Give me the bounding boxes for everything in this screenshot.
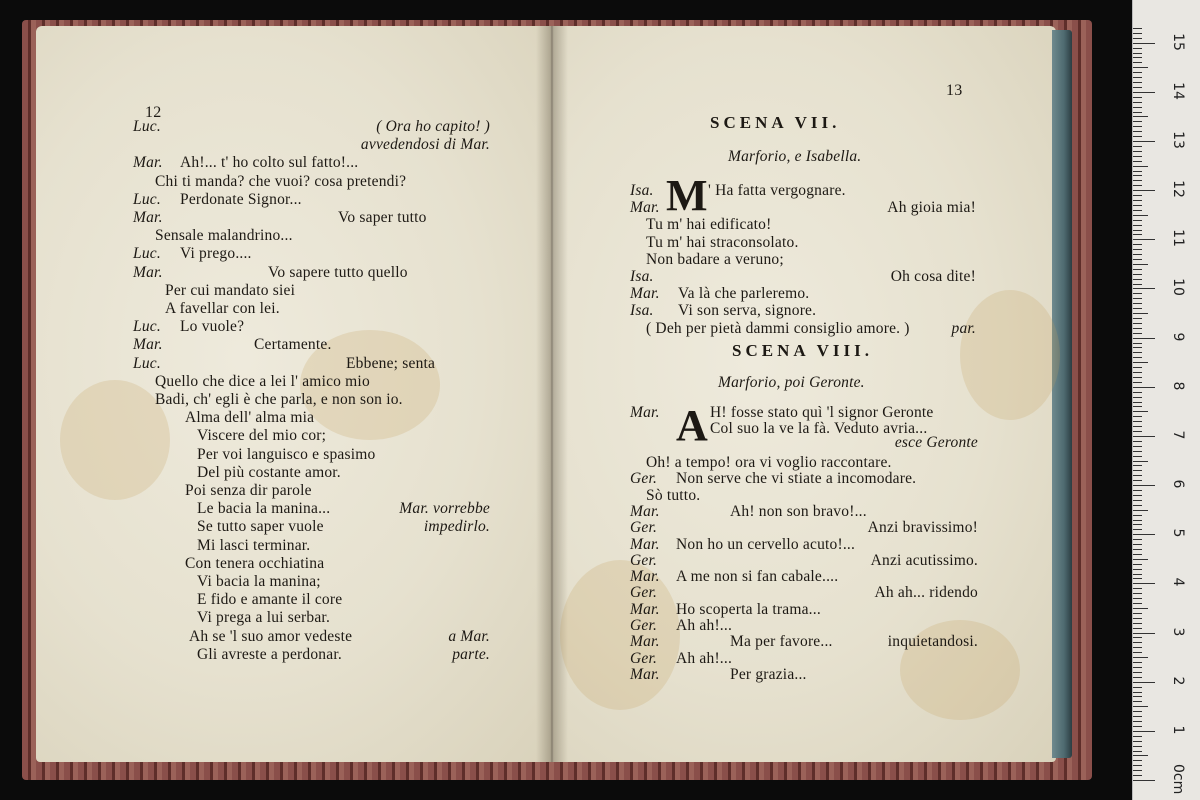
verse-line: Del più costante amor.	[197, 463, 341, 481]
ruler-tick	[1133, 377, 1142, 378]
stain	[60, 380, 170, 500]
ruler-tick	[1133, 387, 1155, 388]
ruler-tick	[1133, 721, 1142, 722]
verse-line: Certamente.	[254, 336, 332, 354]
ruler-tick	[1133, 77, 1142, 78]
verse-line: Oh cosa dite!	[890, 268, 976, 285]
speaker-label: Mar.	[630, 665, 660, 683]
ruler-label: 10	[1170, 278, 1186, 297]
ruler-tick	[1133, 190, 1155, 191]
stage-direction: esce Geronte	[894, 434, 978, 451]
ruler-tick	[1133, 736, 1142, 737]
ruler-tick	[1133, 559, 1148, 560]
ruler-tick	[1133, 367, 1142, 368]
ruler-tick	[1133, 53, 1142, 54]
ruler-tick	[1133, 461, 1148, 462]
ruler-tick	[1133, 431, 1142, 432]
ruler-tick	[1133, 234, 1142, 235]
ruler-tick	[1133, 259, 1142, 260]
ruler-tick	[1133, 416, 1142, 417]
speaker-label: Mar.	[630, 633, 660, 651]
ruler-tick	[1133, 780, 1155, 781]
speaker-label: Luc.	[133, 354, 161, 372]
ruler-label: 0cm	[1170, 764, 1186, 795]
ruler-tick	[1133, 677, 1142, 678]
verse-line: Sò tutto.	[646, 486, 701, 504]
speaker-label: Ger.	[630, 519, 658, 537]
scene-heading: SCENA VIII.	[732, 341, 874, 360]
ruler-tick	[1133, 357, 1142, 358]
ruler-tick	[1133, 633, 1155, 634]
measuring-ruler	[1132, 0, 1200, 800]
ruler-tick	[1133, 215, 1148, 216]
speaker-label: Ger.	[630, 649, 658, 667]
ruler-tick	[1133, 637, 1142, 638]
stage-direction: ( Ora ho capito! )	[376, 118, 490, 135]
ruler-tick	[1133, 298, 1142, 299]
ruler-tick	[1133, 760, 1142, 761]
ruler-tick	[1133, 765, 1142, 766]
ruler-tick	[1133, 446, 1142, 447]
ruler-tick	[1133, 347, 1142, 348]
speaker-label: Ger.	[630, 617, 658, 634]
scene-heading: SCENA VII.	[710, 113, 841, 132]
verse-line: Tu m' hai edificato!	[646, 216, 772, 234]
verse-line: Ah ah!...	[676, 649, 733, 667]
ruler-tick	[1133, 269, 1142, 270]
ruler-tick	[1133, 411, 1148, 412]
verse-line: Lo vuole?	[180, 318, 245, 336]
ruler-tick	[1133, 692, 1142, 693]
speaker-label: Isa.	[630, 268, 654, 285]
stage-direction: impedirlo.	[423, 518, 490, 536]
verse-line: Se tutto saper vuole	[197, 518, 324, 536]
verse-line: Va là che parleremo.	[678, 285, 810, 303]
ruler-tick	[1133, 421, 1142, 422]
ruler-tick	[1133, 706, 1148, 707]
verse-line: Perdonate Signor...	[180, 190, 302, 208]
verse-line: Non ho un cervello acuto!...	[676, 535, 856, 553]
speaker-label: Mar.	[630, 285, 660, 303]
ruler-tick	[1133, 57, 1142, 58]
stage-direction: avvedendosi di Mar.	[360, 136, 490, 154]
ruler-tick	[1133, 166, 1148, 167]
speaker-label: Mar.	[630, 535, 660, 553]
ruler-label: 2	[1170, 676, 1186, 686]
verse-line: Mi lasci terminar.	[197, 536, 311, 554]
ruler-tick	[1133, 382, 1142, 383]
ruler-tick	[1133, 623, 1142, 624]
ruler-label: 5	[1170, 528, 1186, 538]
speaker-label: Isa.	[630, 302, 654, 320]
speaker-label: Ger.	[630, 584, 658, 602]
ruler-tick	[1133, 293, 1142, 294]
ruler-tick	[1133, 230, 1142, 231]
ruler-tick	[1133, 397, 1142, 398]
ruler-tick	[1133, 593, 1142, 594]
ruler-tick	[1133, 746, 1142, 747]
ruler-tick	[1133, 112, 1142, 113]
verse-line: Con tenera occhiatina	[185, 554, 325, 572]
verse-line: Chi ti manda? che vuoi? cosa pretendi?	[155, 172, 407, 190]
ruler-tick	[1133, 534, 1155, 535]
ruler-tick	[1133, 264, 1148, 265]
ruler-tick	[1133, 38, 1142, 39]
verse-line: Vo sapere tutto quello	[268, 263, 408, 281]
ruler-tick	[1133, 279, 1142, 280]
ruler-tick	[1133, 121, 1142, 122]
ruler-tick	[1133, 569, 1142, 570]
ruler-tick	[1133, 696, 1142, 697]
ruler-tick	[1133, 156, 1142, 157]
ruler-tick	[1133, 254, 1142, 255]
ruler-tick	[1133, 116, 1148, 117]
ruler-tick	[1133, 200, 1142, 201]
ruler-tick	[1133, 480, 1142, 481]
speaker-label: Isa.	[630, 182, 654, 199]
verse-line: Vi bacia la manina;	[197, 573, 321, 590]
ruler-tick	[1133, 578, 1142, 579]
scene-cast: Marforio, e Isabella.	[728, 148, 862, 165]
verse-line: E fido e amante il core	[197, 591, 343, 609]
speaker-label: Mar.	[630, 502, 660, 520]
verse-line: ' Ha fatta vergognare.	[708, 182, 846, 199]
ruler-tick	[1133, 465, 1142, 466]
stage-direction: Mar. vorrebbe	[399, 500, 490, 518]
ruler-tick	[1133, 662, 1142, 663]
ruler-tick	[1133, 328, 1142, 329]
ruler-label: 1	[1170, 725, 1186, 735]
ruler-tick	[1133, 62, 1142, 63]
speaker-label: Mar.	[630, 600, 660, 618]
speaker-label: Mar.	[133, 209, 163, 226]
scene-cast: Marforio, poi Geronte.	[718, 374, 865, 391]
drop-cap: M	[666, 171, 708, 220]
ruler-tick	[1133, 657, 1148, 658]
verse-line: Ah! non son bravo!...	[730, 502, 867, 520]
ruler-tick	[1133, 505, 1142, 506]
ruler-tick	[1133, 485, 1155, 486]
ruler-tick	[1133, 205, 1142, 206]
ruler-tick	[1133, 67, 1148, 68]
ruler-tick	[1133, 726, 1142, 727]
ruler-tick	[1133, 529, 1142, 530]
ruler-tick	[1133, 539, 1142, 540]
ruler-label: 15	[1170, 32, 1186, 51]
ruler-tick	[1133, 456, 1142, 457]
ruler-tick	[1133, 239, 1155, 240]
ruler-tick	[1133, 372, 1142, 373]
ruler-tick	[1133, 171, 1142, 172]
ruler-tick	[1133, 574, 1142, 575]
ruler-tick	[1133, 146, 1142, 147]
verse-line: Le bacia la manina...	[197, 500, 331, 518]
verse-line: Ah gioia mia!	[887, 199, 976, 217]
verse-line: Badi, ch' egli è che parla, e non son io.	[155, 391, 403, 408]
verse-line: H! fosse stato quì 'l signor Geronte	[710, 404, 934, 421]
ruler-tick	[1133, 770, 1142, 771]
ruler-tick	[1133, 318, 1142, 319]
ruler-tick	[1133, 642, 1142, 643]
ruler-label: 14	[1170, 81, 1186, 100]
ruler-tick	[1133, 308, 1142, 309]
verse-line: Per grazia...	[730, 665, 807, 683]
stain	[960, 290, 1060, 420]
ruler-tick	[1133, 333, 1142, 334]
ruler-tick	[1133, 549, 1142, 550]
ruler-label: 12	[1170, 180, 1186, 199]
ruler-tick	[1133, 510, 1148, 511]
ruler-tick	[1133, 303, 1142, 304]
ruler-tick	[1133, 711, 1142, 712]
ruler-tick	[1133, 343, 1142, 344]
stage-direction: inquietandosi.	[887, 633, 978, 651]
ruler-tick	[1133, 87, 1142, 88]
speaker-label: Luc.	[133, 318, 161, 336]
verse-line: Ah!... t' ho colto sul fatto!...	[180, 154, 359, 172]
ruler-tick	[1133, 406, 1142, 407]
ruler-label: 3	[1170, 627, 1186, 636]
ruler-tick	[1133, 131, 1142, 132]
ruler-tick	[1133, 102, 1142, 103]
verse-line: Per cui mandato siei	[165, 281, 296, 299]
ruler-tick	[1133, 701, 1142, 702]
ruler-tick	[1133, 500, 1142, 501]
ruler-tick	[1133, 92, 1155, 93]
ruler-tick	[1133, 161, 1142, 162]
page-edges	[1052, 30, 1072, 758]
ruler-tick	[1133, 107, 1142, 108]
verse-line: Ma per favore...	[730, 633, 833, 651]
ruler-tick	[1133, 33, 1142, 34]
ruler-tick	[1133, 490, 1142, 491]
ruler-tick	[1133, 185, 1142, 186]
verse-line: Oh! a tempo! ora vi voglio raccontare.	[646, 454, 892, 471]
ruler-label: 4	[1170, 577, 1186, 587]
ruler-tick	[1133, 652, 1142, 653]
verse-line: Viscere del mio cor;	[197, 427, 327, 445]
ruler-tick	[1133, 180, 1142, 181]
verse-line: Ho scoperta la trama...	[676, 600, 821, 618]
speaker-label: Ger.	[630, 470, 658, 488]
speaker-label: Mar.	[133, 263, 163, 281]
ruler-tick	[1133, 323, 1142, 324]
verse-line: Vi prego....	[180, 245, 252, 263]
ruler-tick	[1133, 43, 1155, 44]
ruler-tick	[1133, 628, 1142, 629]
ruler-tick	[1133, 682, 1155, 683]
ruler-label: 9	[1170, 332, 1186, 342]
ruler-tick	[1133, 613, 1142, 614]
speaker-label: Mar.	[133, 154, 163, 172]
speaker-label: Mar.	[133, 336, 163, 354]
ruler-tick	[1133, 288, 1155, 289]
ruler-tick	[1133, 564, 1142, 565]
verse-line: Vi prega a lui serbar.	[197, 609, 331, 627]
page-number: 13	[946, 82, 963, 99]
ruler-tick	[1133, 210, 1142, 211]
ruler-tick	[1133, 352, 1142, 353]
verse-line: ( Deh per pietà dammi consiglio amore. )	[646, 319, 910, 337]
ruler-tick	[1133, 97, 1142, 98]
ruler-tick	[1133, 195, 1142, 196]
ruler-tick	[1133, 436, 1155, 437]
page-number: 12	[145, 104, 162, 121]
verse-line: Ah se 'l suo amor vedeste	[189, 627, 353, 645]
ruler-tick	[1133, 554, 1142, 555]
speaker-label: Luc.	[133, 245, 161, 263]
ruler-tick	[1133, 274, 1142, 275]
stage-direction: par.	[951, 319, 976, 337]
ruler-tick	[1133, 426, 1142, 427]
verse-line: Non serve che vi stiate a incomodare.	[676, 470, 917, 488]
ruler-tick	[1133, 608, 1148, 609]
ruler-tick	[1133, 151, 1142, 152]
ruler-tick	[1133, 667, 1142, 668]
verse-line: Gli avreste a perdonar.	[197, 645, 342, 663]
ruler-tick	[1133, 751, 1142, 752]
verse-line: Ebbene; senta	[346, 354, 436, 372]
verse-line: Ah ah!...	[676, 617, 733, 634]
ruler-tick	[1133, 451, 1142, 452]
ruler-tick	[1133, 603, 1142, 604]
ruler-label: 11	[1170, 229, 1186, 248]
verse-line: Vi son serva, signore.	[678, 302, 817, 320]
ruler-tick	[1133, 249, 1142, 250]
speaker-label: Mar.	[630, 404, 660, 421]
speaker-label: Mar.	[630, 199, 660, 217]
ruler-tick	[1133, 716, 1142, 717]
verse-line: Anzi acutissimo.	[870, 551, 978, 569]
verse-line: Col suo la ve la fà. Veduto avria...	[710, 420, 928, 437]
ruler-tick	[1133, 28, 1142, 29]
ruler-tick	[1133, 225, 1142, 226]
verse-line: Per voi languisco e spasimo	[197, 445, 376, 463]
verse-line: A favellar con lei.	[165, 300, 280, 317]
stain	[560, 560, 680, 710]
ruler-tick	[1133, 618, 1142, 619]
ruler-tick	[1133, 244, 1142, 245]
ruler-label: 13	[1170, 131, 1186, 149]
verse-line: Vo saper tutto	[338, 209, 427, 226]
verse-line: Sensale malandrino...	[155, 227, 293, 245]
ruler-tick	[1133, 520, 1142, 521]
ruler-tick	[1133, 402, 1142, 403]
ruler-tick	[1133, 544, 1142, 545]
ruler-tick	[1133, 175, 1142, 176]
verse-line: Alma dell' alma mia	[185, 409, 315, 427]
ruler-tick	[1133, 755, 1148, 756]
ruler-tick	[1133, 470, 1142, 471]
ruler-tick	[1133, 126, 1142, 127]
verse-line: Anzi bravissimo!	[867, 519, 978, 537]
ruler-tick	[1133, 136, 1142, 137]
ruler-tick	[1133, 741, 1142, 742]
ruler-tick	[1133, 82, 1142, 83]
stage-direction: a Mar.	[448, 627, 490, 645]
ruler-tick	[1133, 598, 1142, 599]
speaker-label: Luc.	[133, 118, 161, 135]
ruler-tick	[1133, 731, 1155, 732]
ruler-tick	[1133, 284, 1142, 285]
ruler-tick	[1133, 583, 1155, 584]
ruler-tick	[1133, 141, 1155, 142]
verse-line: A me non si fan cabale....	[676, 568, 839, 586]
ruler-tick	[1133, 495, 1142, 496]
ruler-tick	[1133, 672, 1142, 673]
ruler-tick	[1133, 72, 1142, 73]
verse-line: Non badare a veruno;	[646, 250, 784, 268]
ruler-tick	[1133, 48, 1142, 49]
speaker-label: Ger.	[630, 551, 658, 569]
speaker-label: Luc.	[133, 190, 161, 208]
ruler-label: 7	[1170, 430, 1186, 440]
stage-direction: Ah ah... ridendo	[874, 584, 978, 602]
verse-line: Poi senza dir parole	[185, 482, 312, 499]
ruler-tick	[1133, 647, 1142, 648]
stage-direction: parte.	[452, 645, 490, 663]
ruler-label: 6	[1170, 479, 1186, 489]
ruler-tick	[1133, 338, 1155, 339]
verse-line: Tu m' hai straconsolato.	[646, 233, 799, 251]
ruler-tick	[1133, 220, 1142, 221]
ruler-tick	[1133, 441, 1142, 442]
ruler-tick	[1133, 524, 1142, 525]
ruler-tick	[1133, 588, 1142, 589]
ruler-tick	[1133, 687, 1142, 688]
ruler-tick	[1133, 362, 1148, 363]
ruler-tick	[1133, 313, 1148, 314]
ruler-tick	[1133, 392, 1142, 393]
ruler-tick	[1133, 775, 1142, 776]
drop-cap: A	[676, 401, 708, 450]
speaker-label: Mar.	[630, 568, 660, 586]
ruler-label: 8	[1170, 381, 1186, 391]
ruler-tick	[1133, 515, 1142, 516]
verse-line: Quello che dice a lei l' amico mio	[155, 372, 370, 390]
ruler-tick	[1133, 475, 1142, 476]
